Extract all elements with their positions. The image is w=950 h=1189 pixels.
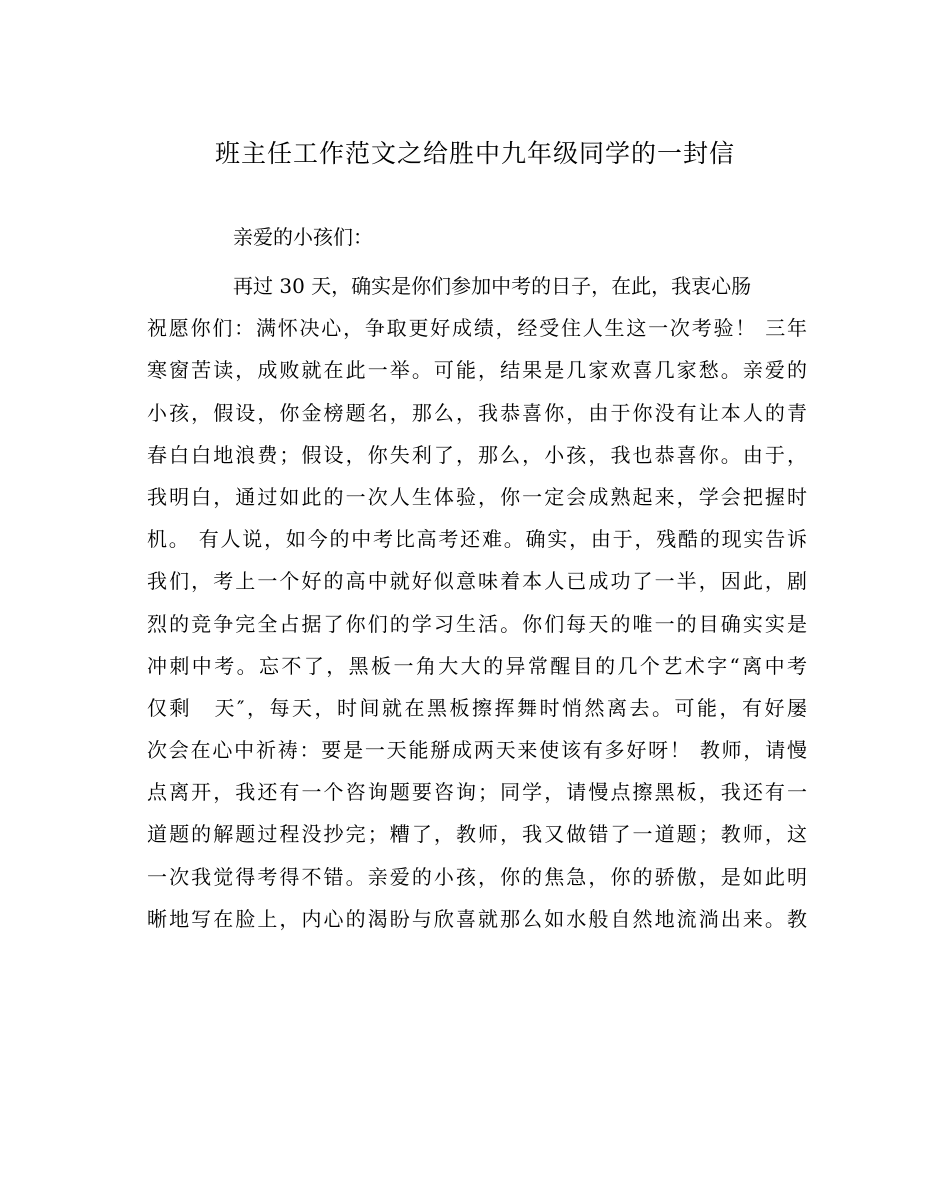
body-line: 我明白，通过如此的一次人生体验，你一定会成熟起来，学会把握时	[147, 484, 807, 509]
body-line: 道题的解题过程没抄完；糟了，教师，我又做错了一道题；教师，这	[147, 822, 807, 847]
body-line: 春白白地浪费；假设，你失利了，那么，小孩，我也恭喜你。由于，	[147, 442, 807, 467]
body-line: 一次我觉得考得不错。亲爱的小孩，你的焦急，你的骄傲，是如此明	[147, 864, 807, 889]
salutation: 亲爱的小孩们：	[233, 225, 373, 249]
body-line: 寒窗苦读，成败就在此一举。可能，结果是几家欢喜几家愁。亲爱的	[147, 358, 807, 383]
body-line: 烈的竞争完全占据了你们的学习生活。你们每天的唯一的目确实实是	[147, 611, 807, 636]
body-line: 仅剩 天″，每天，时间就在黑板擦挥舞时悄然离去。可能，有好屡	[147, 695, 807, 720]
body-line: 小孩，假设，你金榜题名，那么，我恭喜你，由于你没有让本人的青	[147, 400, 807, 425]
document-title: 班主任工作范文之给胜中九年级同学的一封信	[214, 139, 735, 168]
body-line: 我们，考上一个好的高中就好似意味着本人已成功了一半，因此，剧	[147, 569, 807, 594]
body-line: 次会在心中祈祷：要是一天能掰成两天来使该有多好呀！ 教师，请慢	[147, 738, 807, 763]
body-line: 机。 有人说，如今的中考比高考还难。确实，由于，残酷的现实告诉	[147, 527, 807, 552]
body-line: 再过 30 天，确实是你们参加中考的日子，在此，我衷心肠	[233, 274, 752, 298]
body-line: 冲刺中考。忘不了，黑板一角大大的异常醒目的几个艺术字“离中考	[147, 653, 807, 678]
body-line: 祝愿你们：满怀决心，争取更好成绩，经受住人生这一次考验！ 三年	[147, 316, 807, 341]
body-line: 点离开，我还有一个咨询题要咨询；同学，请慢点擦黑板，我还有一	[147, 780, 807, 805]
letter-body	[147, 265, 807, 940]
body-line: 晰地写在脸上，内心的渴盼与欣喜就那么如水般自然地流淌出来。教	[147, 906, 807, 931]
